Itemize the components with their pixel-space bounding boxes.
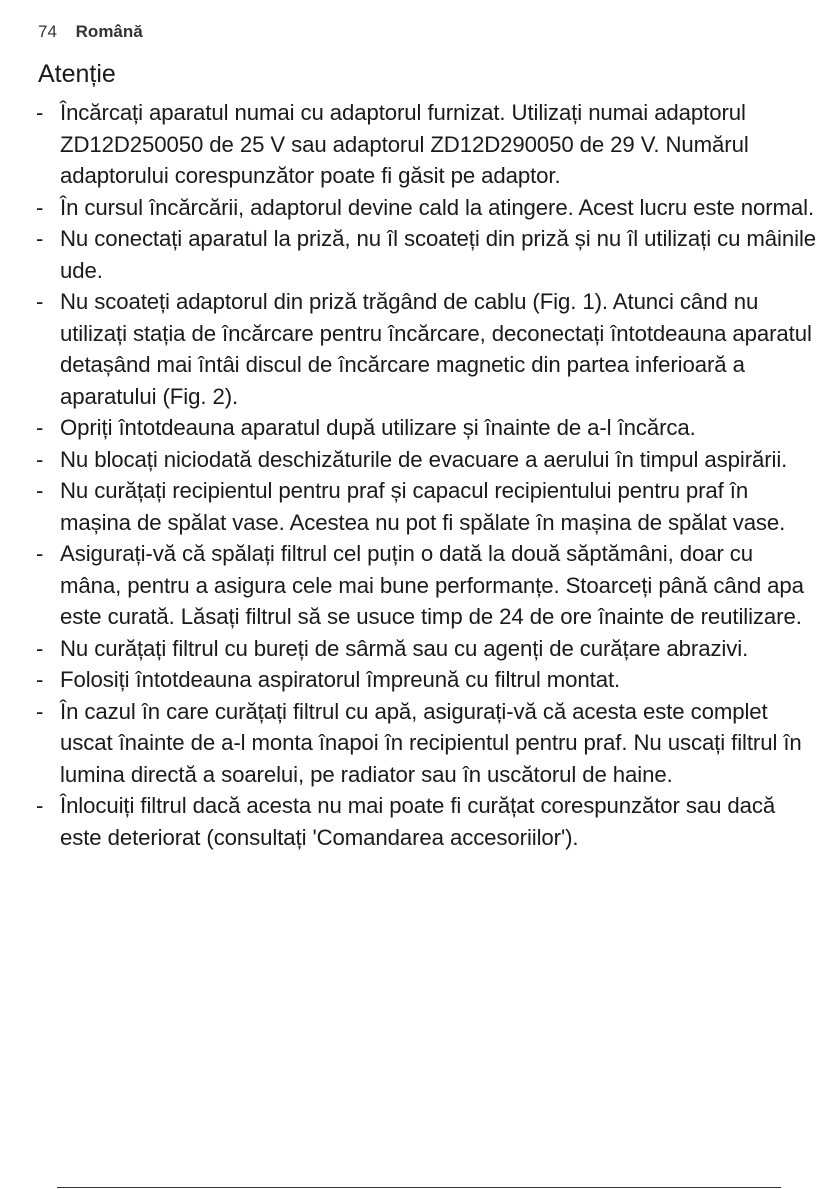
bullet-dash: - [36,226,44,251]
list-item [36,475,816,538]
footer-divider [57,1187,781,1188]
bullet-dash: - [36,698,44,724]
bullet-dash: - [36,415,44,440]
list-item [36,223,816,286]
bullet-dash: - [36,667,44,692]
list-item-text: Nu curățați filtrul cu bureți de sârmă sau cu agenți de curățare abrazivi. [60,635,749,661]
page-header [38,22,143,42]
bullet-dash: - [36,100,44,125]
list-item [36,790,816,853]
list-item [36,97,816,192]
bullet-dash: - [36,541,44,566]
list-item [36,633,816,665]
section-title: Atenție [38,60,116,88]
list-item-text: Opriți întotdeauna aparatul după utilizare și înainte de a-l încărca. [60,415,696,440]
list-item-text: Încărcați aparatul numai cu adaptorul furnizat. Utilizați numai adaptorul ZD12D250050 de 25 V sau adaptorul ZD12D290050 de 29 V. Numărul adaptorului corespunzător poate fi găsit pe adaptor. [60,100,749,188]
list-item [36,696,816,791]
bullet-dash: - [36,635,44,661]
language-label: Română [75,22,143,41]
list-item-text: În cazul în care curățați filtrul cu apă, asigurați-vă că acesta este complet uscat înainte de a-l monta înapoi în recipientul pentru praf. Nu uscați filtrul în lumina directă a soarelui, pe radiator sau în uscătorul de haine. [60,698,802,787]
list-item-text: Înlocuiți filtrul dacă acesta nu mai poate fi curățat corespunzător sau dacă este deteriorat (consultați 'Comandarea accesoriilor'). [60,793,776,850]
page-number: 74 [38,22,57,41]
bullet-dash: - [36,478,44,503]
list-item-text: Nu conectați aparatul la priză, nu îl scoateți din priză și nu îl utilizați cu mâinile ude. [60,226,817,283]
bullet-dash: - [36,289,44,314]
list-item-text: Nu blocați niciodată deschizăturile de evacuare a aerului în timpul aspirării. [60,446,788,472]
list-item [36,192,816,224]
list-item [36,664,816,696]
list-item-text: Folosiți întotdeauna aspiratorul împreună cu filtrul montat. [60,667,621,692]
list-item-text: Nu curățați recipientul pentru praf și capacul recipientului pentru praf în mașina de spălat vase. Acestea nu pot fi spălate în mașina de spălat vase. [60,478,786,535]
warning-list [36,97,816,853]
bullet-dash: - [36,793,44,818]
bullet-dash: - [36,194,44,220]
list-item [36,444,816,476]
list-item [36,286,816,412]
list-item-text: În cursul încărcării, adaptorul devine cald la atingere. Acest lucru este normal. [60,194,815,220]
bullet-dash: - [36,446,44,472]
list-item-text: Nu scoateți adaptorul din priză trăgând de cablu (Fig. 1). Atunci când nu utilizați stația de încărcare pentru încărcare, deconectați întotdeauna aparatul detașând mai întâi discul de încărcare magnetic din partea inferioară a aparatului (Fig. 2). [60,289,812,409]
list-item [36,538,816,633]
list-item [36,412,816,444]
list-item-text: Asigurați-vă că spălați filtrul cel puțin o dată la două săptămâni, doar cu mâna, pentru a asigura cele mai bune performanțe. Stoarceți până când apa este curată. Lăsați filtrul să se usuce timp de 24 de ore înainte de reutilizare. [60,541,804,629]
